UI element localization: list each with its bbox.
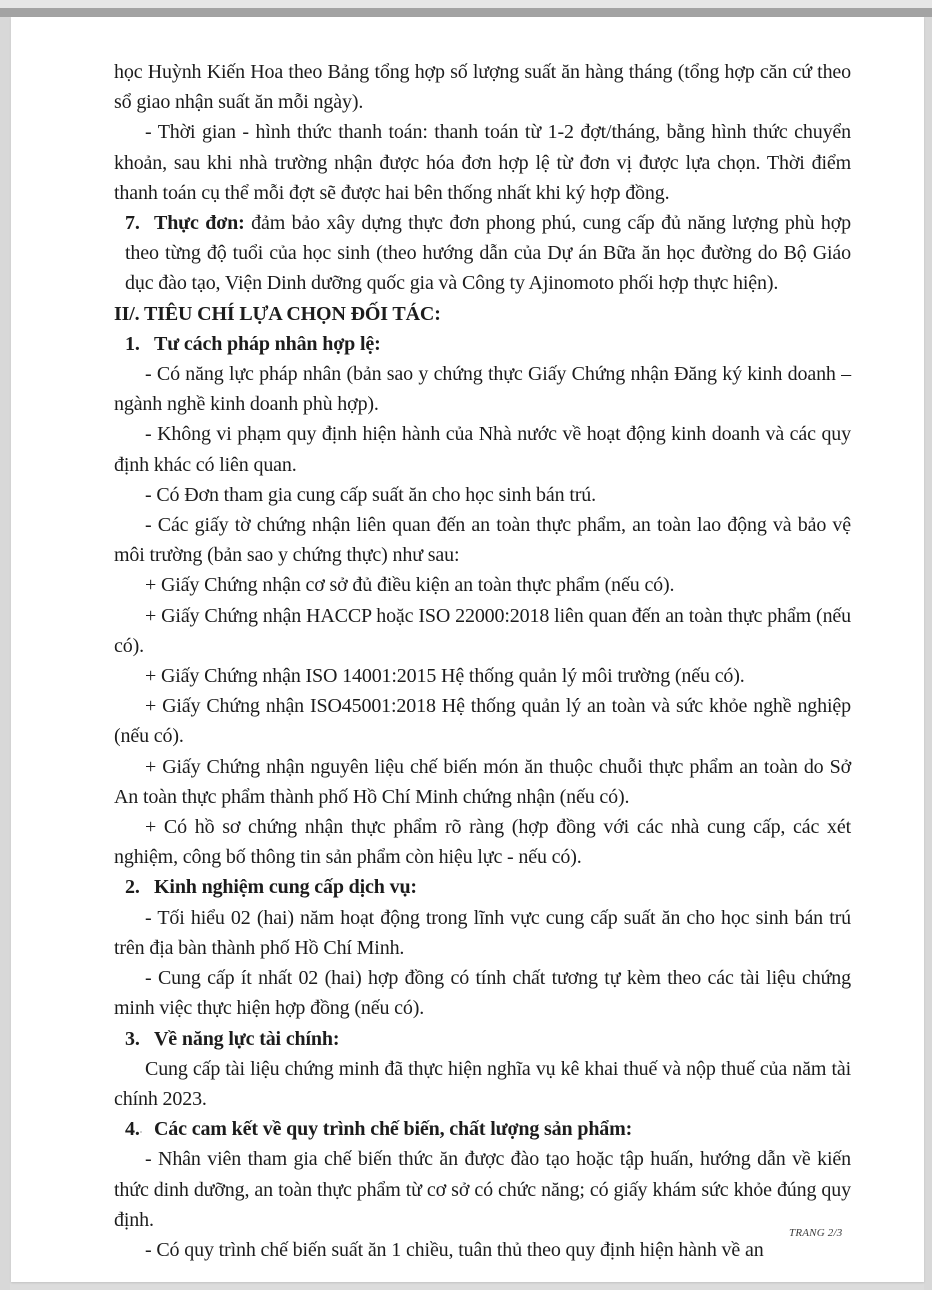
certificate-item: + Có hồ sơ chứng nhận thực phẩm rõ ràng (hợp đồng với các nhà cung cấp, các xét nghiệm, công bố thông tin sản phẩm còn hiệu lực - nếu có).: [114, 816, 851, 869]
subsection-1-title: Tư cách pháp nhân hợp lệ:: [154, 332, 381, 355]
subsection-4-title: Các cam kết về quy trình chế biến, chất lượng sản phẩm:: [154, 1118, 633, 1141]
subsection-2-bullet: - Cung cấp ít nhất 02 (hai) hợp đồng có tính chất tương tự kèm theo các tài liệu chứng minh việc thực hiện hợp đồng (nếu có).: [114, 967, 851, 1020]
subsection-4-number: 4.: [125, 1118, 140, 1141]
subsection-4-bullet: - Nhân viên tham gia chế biến thức ăn được đào tạo hoặc tập huấn, hướng dẫn về kiến thức dinh dưỡng, an toàn thực phẩm từ cơ sở có chức năng; có giấy khám sức khỏe đúng quy định.: [114, 1148, 851, 1231]
subsection-2-heading: [114, 872, 851, 902]
subsection-1-bullet: - Các giấy tờ chứng nhận liên quan đến an toàn thực phẩm, an toàn lao động và bảo vệ môi trường (bản sao y chứng thực) như sau:: [114, 514, 851, 567]
subsection-3-text: Cung cấp tài liệu chứng minh đã thực hiện nghĩa vụ kê khai thuế và nộp thuế của năm tài chính 2023.: [114, 1057, 851, 1110]
viewer-right-margin: [924, 17, 932, 1290]
page-number-footer: TRANG 2/3: [789, 1227, 843, 1239]
subsection-3-number: 3.: [125, 1027, 140, 1050]
certificate-item: + Giấy Chứng nhận cơ sở đủ điều kiện an toàn thực phẩm (nếu có).: [145, 574, 675, 597]
subsection-1-bullet: - Không vi phạm quy định hiện hành của Nhà nước về hoạt động kinh doanh và các quy định khác có liên quan.: [114, 423, 851, 476]
subsection-2-title: Kinh nghiệm cung cấp dịch vụ:: [154, 876, 417, 899]
viewer-top-bar: [0, 8, 932, 17]
section-2-title: II/. TIÊU CHÍ LỰA CHỌN ĐỐI TÁC:: [114, 302, 441, 325]
subsection-2-bullet: - Tối hiểu 02 (hai) năm hoạt động trong lĩnh vực cung cấp suất ăn cho học sinh bán trú trên địa bàn thành phố Hồ Chí Minh.: [114, 906, 851, 959]
document-body: [114, 57, 851, 1265]
certificate-item: + Giấy Chứng nhận ISO 14001:2015 Hệ thống quản lý môi trường (nếu có).: [145, 665, 745, 688]
subsection-1-bullet: - Có năng lực pháp nhân (bản sao y chứng thực Giấy Chứng nhận Đăng ký kinh doanh – ngành nghề kinh doanh phù hợp).: [114, 363, 851, 416]
item-7-menu: [114, 208, 851, 299]
paragraph-continuation: học Huỳnh Kiến Hoa theo Bảng tổng hợp số lượng suất ăn hàng tháng (tổng hợp căn cứ theo sổ giao nhận suất ăn mỗi ngày).: [114, 61, 851, 114]
subsection-2-number: 2.: [125, 876, 140, 899]
subsection-4-heading: [114, 1114, 851, 1144]
certificate-item: + Giấy Chứng nhận ISO45001:2018 Hệ thống quản lý an toàn và sức khỏe nghề nghiệp (nếu có).: [114, 695, 851, 748]
subsection-1-bullet: - Có Đơn tham gia cung cấp suất ăn cho học sinh bán trú.: [145, 483, 596, 506]
certificate-item: + Giấy Chứng nhận nguyên liệu chế biến món ăn thuộc chuỗi thực phẩm an toàn do Sở An toàn thực phẩm thành phố Hồ Chí Minh chứng nhận (nếu có).: [114, 755, 851, 808]
subsection-4-bullet: - Có quy trình chế biến suất ăn 1 chiều, tuân thủ theo quy định hiện hành về an: [145, 1238, 764, 1261]
paragraph-payment-terms: - Thời gian - hình thức thanh toán: thanh toán từ 1-2 đợt/tháng, bằng hình thức chuyển khoản, sau khi nhà trường nhận được hóa đơn hợp lệ từ đơn vị được lựa chọn. Thời điểm thanh toán cụ thể mỗi đợt sẽ được hai bên thống nhất khi ký hợp đồng.: [114, 121, 851, 204]
subsection-1-number: 1.: [125, 332, 140, 355]
subsection-1-heading: [114, 329, 851, 359]
viewer-left-margin: [0, 17, 10, 1290]
subsection-3-title: Về năng lực tài chính:: [154, 1027, 340, 1050]
certificate-item: + Giấy Chứng nhận HACCP hoặc ISO 22000:2018 liên quan đến an toàn thực phẩm (nếu có).: [114, 604, 851, 657]
item-7-label: Thực đơn:: [154, 212, 245, 235]
item-7-text: đảm bảo xây dựng thực đơn phong phú, cung cấp đủ năng lượng phù hợp theo từng độ tuổi của học sinh (theo hướng dẫn của Dự án Bữa ăn học đường do Bộ Giáo dục đào tạo, Viện Dinh dưỡng quốc gia và Công ty Ajinomoto phối hợp thực hiện).: [125, 212, 851, 295]
item-7-number: 7.: [125, 212, 140, 235]
subsection-3-heading: [114, 1024, 851, 1054]
viewer-top-band: [0, 0, 932, 8]
